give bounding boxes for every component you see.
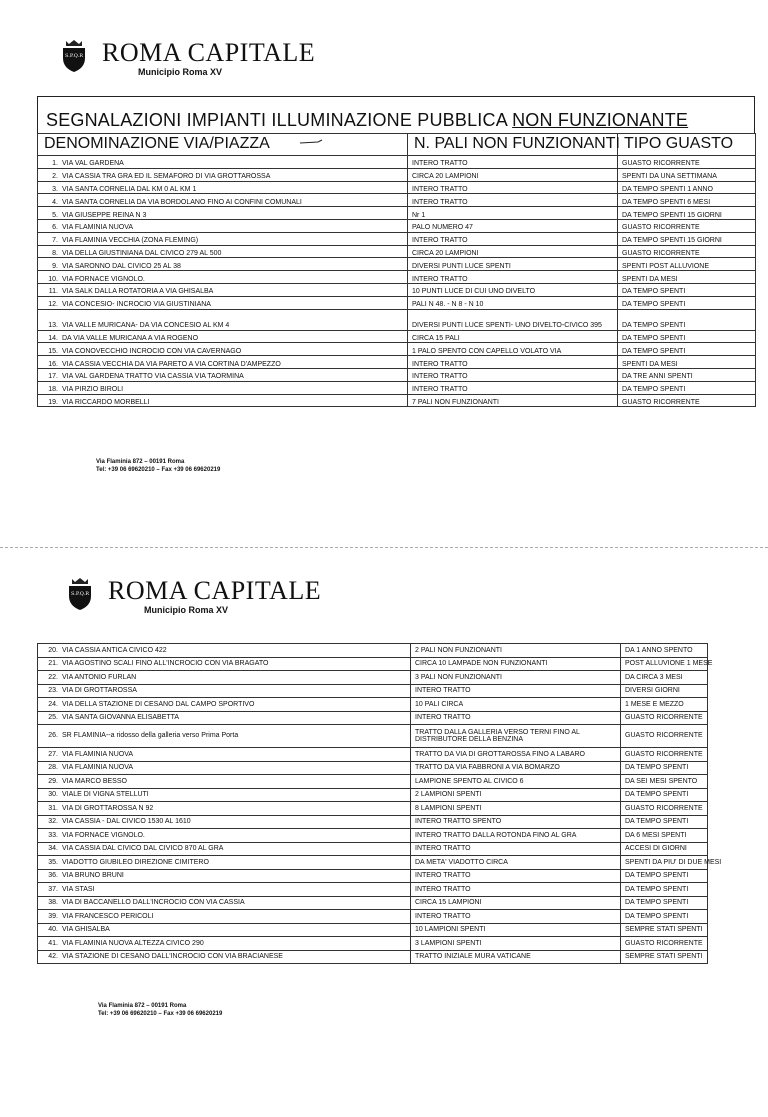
cell-n-pali: CIRCA 20 LAMPIONI <box>408 168 618 181</box>
street-name: VIA SANTA GIOVANNA ELISABETTA <box>62 714 180 722</box>
table-row <box>38 232 756 245</box>
cell-denominazione <box>38 296 408 309</box>
street-name: VIA DELLA GIUSTINIANA DAL CIVICO 279 AL 500 <box>62 250 222 258</box>
street-name: VIA GHISALBA <box>62 926 110 934</box>
cell-denominazione <box>38 937 411 951</box>
cell-n-pali: INTERO TRATTO <box>411 684 621 698</box>
cell-denominazione <box>38 775 411 789</box>
cell-n-pali: INTERO TRATTO <box>408 181 618 194</box>
cell-denominazione <box>38 950 411 964</box>
table-row <box>38 194 756 207</box>
table-row <box>38 883 708 897</box>
cell-n-pali: PALI N 48. - N 8 - N 10 <box>408 296 618 309</box>
cell-denominazione <box>38 168 408 181</box>
street-name: VIA RICCARDO MORBELLI <box>62 399 150 406</box>
cell-tipo-guasto: SPENTI POST ALLUVIONE <box>618 258 756 271</box>
table-row <box>38 181 756 194</box>
cell-denominazione <box>38 842 411 856</box>
street-name: DA VIA VALLE MURICANA A VIA ROGENO <box>62 335 199 343</box>
svg-text:S.P.Q.R: S.P.Q.R <box>65 53 83 59</box>
cell-denominazione <box>38 245 408 258</box>
table-page2 <box>37 643 722 964</box>
row-number: 19. <box>48 399 58 406</box>
cell-tipo-guasto: GUASTO RICORRENTE <box>621 748 708 762</box>
cell-n-pali: 7 PALI NON FUNZIONANTI <box>408 394 618 407</box>
col-header-denominazione: DENOMINAZIONE VIA/PIAZZA <box>38 134 408 156</box>
cell-n-pali: INTERO TRATTO <box>408 381 618 394</box>
cell-denominazione <box>38 802 411 816</box>
table-row <box>38 207 756 220</box>
row-number: 9. <box>52 262 58 270</box>
cell-n-pali: TRATTO DA VIA DI GROTTAROSSA FINO A LABARO <box>411 748 621 762</box>
cell-tipo-guasto: POST ALLUVIONE 1 MESE <box>621 657 708 671</box>
row-number: 3. <box>52 186 58 194</box>
cell-tipo-guasto: GUASTO RICORRENTE <box>621 937 708 951</box>
cell-tipo-guasto: DA TEMPO SPENTI <box>621 910 708 924</box>
cell-n-pali: INTERO TRATTO <box>411 883 621 897</box>
cell-n-pali: DIVERSI PUNTI LUCE SPENTI <box>408 258 618 271</box>
cell-tipo-guasto: DA TEMPO SPENTI <box>618 309 756 330</box>
cell-denominazione <box>38 181 408 194</box>
street-name: VIA SANTA CORNELIA DAL KM 0 AL KM 1 <box>62 186 197 194</box>
street-name: VIA DELLA STAZIONE DI CESANO DAL CAMPO SPORTIVO <box>62 700 255 708</box>
street-name: VIA FLAMINIA NUOVA <box>62 750 134 758</box>
street-name: VIA FLAMINIA VECCHIA (ZONA FLEMING) <box>62 237 199 245</box>
row-number: 10. <box>48 275 58 283</box>
row-number: 20. <box>48 646 58 654</box>
cell-tipo-guasto: DA TRE ANNI SPENTI <box>618 368 756 381</box>
cell-denominazione <box>38 309 408 330</box>
row-number: 33. <box>48 831 58 839</box>
cell-tipo-guasto: SPENTI DA MESI <box>618 356 756 369</box>
cell-tipo-guasto: DA SEI MESI SPENTO <box>621 775 708 789</box>
table-row <box>38 923 708 937</box>
svg-text:S.P.Q.R: S.P.Q.R <box>71 591 89 597</box>
street-name: VIA VAL GARDENA TRATTO VIA CASSIA VIA TAORMINA <box>62 373 244 381</box>
table-row <box>38 711 708 725</box>
table-row <box>38 815 708 829</box>
cell-n-pali: INTERO TRATTO <box>408 368 618 381</box>
cell-denominazione <box>38 394 408 407</box>
cell-denominazione <box>38 671 411 685</box>
cell-denominazione <box>38 896 411 910</box>
street-name: VIA FRANCESCO PERICOLI <box>62 912 154 920</box>
table-row <box>38 950 708 964</box>
table-row <box>38 168 756 181</box>
table-header-row <box>38 134 756 156</box>
cell-tipo-guasto: DA CIRCA 3 MESI <box>621 671 708 685</box>
table-row <box>38 368 756 381</box>
street-name: VIA VALLE MURICANA- DA VIA CONCESIO AL KM 4 <box>62 322 230 330</box>
row-number: 16. <box>48 360 58 368</box>
row-number: 17. <box>48 373 58 381</box>
row-number: 22. <box>48 673 58 681</box>
row-number: 2. <box>52 173 58 181</box>
cell-n-pali: INTERO TRATTO <box>408 156 618 169</box>
street-name: VIA MARCO BESSO <box>62 777 127 785</box>
cell-denominazione <box>38 156 408 169</box>
cell-n-pali: PALO NUMERO 47 <box>408 219 618 232</box>
cell-n-pali: CIRCA 15 PALI <box>408 330 618 343</box>
row-number: 37. <box>48 885 58 893</box>
cell-denominazione <box>38 883 411 897</box>
org-unit: Municipio Roma XV <box>138 67 223 77</box>
table-row <box>38 245 756 258</box>
cell-n-pali: TRATTO DALLA GALLERIA VERSO TERNI FINO AL DISTRIBUTORE DELLA BENZINA <box>411 725 621 748</box>
cell-n-pali: 2 LAMPIONI SPENTI <box>411 788 621 802</box>
table-row <box>38 684 708 698</box>
table-row <box>38 842 708 856</box>
row-number: 30. <box>48 791 58 799</box>
table-row <box>38 937 708 951</box>
cell-n-pali: DIVERSI PUNTI LUCE SPENTI- UNO DIVELTO-CIVICO 395 <box>408 309 618 330</box>
table-row <box>38 219 756 232</box>
cell-n-pali: INTERO TRATTO <box>411 711 621 725</box>
cell-n-pali: 10 PALI CIRCA <box>411 698 621 712</box>
cell-n-pali: 8 LAMPIONI SPENTI <box>411 802 621 816</box>
row-number: 21. <box>48 660 58 668</box>
street-name: VIA BRUNO BRUNI <box>62 872 124 880</box>
row-number: 13. <box>48 322 58 330</box>
row-number: 38. <box>48 899 58 907</box>
cell-tipo-guasto: GUASTO RICORRENTE <box>618 219 756 232</box>
cell-denominazione <box>38 829 411 843</box>
row-number: 11. <box>48 288 58 296</box>
row-number: 34. <box>48 845 58 853</box>
roma-capitale-logo <box>66 576 94 610</box>
street-name: VIA FORNACE VIGNOLO. <box>62 275 145 283</box>
cell-tipo-guasto: DA 1 ANNO SPENTO <box>621 644 708 658</box>
footer-address: Via Flaminia 872 – 00191 Roma <box>98 1003 187 1009</box>
cell-denominazione <box>38 194 408 207</box>
street-name: VIA CASSIA VECCHIA DA VIA PARETO A VIA CORTINA D'AMPEZZO <box>62 360 281 368</box>
cell-n-pali: INTERO TRATTO SPENTO <box>411 815 621 829</box>
cell-tipo-guasto: DA TEMPO SPENTI <box>621 815 708 829</box>
table-row <box>38 698 708 712</box>
cell-denominazione <box>38 725 411 748</box>
cell-tipo-guasto: DA TEMPO SPENTI <box>618 330 756 343</box>
table-row <box>38 309 756 330</box>
cell-denominazione <box>38 343 408 356</box>
cell-tipo-guasto: DA TEMPO SPENTI 15 GIORNI <box>618 232 756 245</box>
cell-tipo-guasto: SEMPRE STATI SPENTI <box>621 950 708 964</box>
row-number: 1. <box>52 160 58 168</box>
cell-tipo-guasto: GUASTO RICORRENTE <box>618 156 756 169</box>
cell-tipo-guasto: GUASTO RICORRENTE <box>618 394 756 407</box>
page2-footer <box>98 1002 222 1018</box>
row-number: 24. <box>48 700 58 708</box>
cell-denominazione <box>38 761 411 775</box>
cell-tipo-guasto: GUASTO RICORRENTE <box>621 802 708 816</box>
row-number: 36. <box>48 872 58 880</box>
table-row <box>38 802 708 816</box>
row-number: 29. <box>48 777 58 785</box>
cell-n-pali: INTERO TRATTO <box>411 910 621 924</box>
cell-tipo-guasto: DA TEMPO SPENTI 15 GIORNI <box>618 207 756 220</box>
table-row <box>38 856 708 870</box>
cell-tipo-guasto: DA TEMPO SPENTI <box>621 869 708 883</box>
cell-tipo-guasto: SPENTI DA MESI <box>618 271 756 284</box>
cell-n-pali: 3 LAMPIONI SPENTI <box>411 937 621 951</box>
cell-denominazione <box>38 698 411 712</box>
street-name: VIA CONOVECCHIO INCROCIO CON VIA CAVERNAGO <box>62 347 242 355</box>
cell-tipo-guasto: SEMPRE STATI SPENTI <box>621 923 708 937</box>
street-name: VIA CASSIA TRA GRA ED IL SEMAFORO DI VIA GROTTAROSSA <box>62 173 271 181</box>
street-name: VIA DI GROTTAROSSA N 92 <box>62 804 154 812</box>
row-number: 5. <box>52 211 58 219</box>
cell-tipo-guasto: GUASTO RICORRENTE <box>618 245 756 258</box>
cell-denominazione <box>38 356 408 369</box>
cell-tipo-guasto: ACCESI DI GIORNI <box>621 842 708 856</box>
row-number: 25. <box>48 714 58 722</box>
street-name: VIA CONCESIO- INCROCIO VIA GIUSTINIANA <box>62 301 211 309</box>
table-row <box>38 381 756 394</box>
cell-tipo-guasto: SPENTI DA UNA SETTIMANA <box>618 168 756 181</box>
cell-denominazione <box>38 207 408 220</box>
document-title <box>46 110 746 131</box>
table-row <box>38 671 708 685</box>
row-number: 7. <box>52 237 58 245</box>
row-number: 41. <box>48 939 58 947</box>
street-name: VIA CASSIA - DAL CIVICO 1530 AL 1610 <box>62 818 191 826</box>
street-name: VIA GIUSEPPE REINA N 3 <box>62 211 147 219</box>
street-name: VIA STAZIONE DI CESANO DALL'INCROCIO CON VIA BRACIANESE <box>62 953 283 961</box>
street-name: VIA SALK DALLA ROTATORIA A VIA GHISALBA <box>62 288 214 296</box>
org-name: ROMA CAPITALE <box>102 38 316 67</box>
cell-tipo-guasto: GUASTO RICORRENTE <box>621 711 708 725</box>
table-row <box>38 644 708 658</box>
row-number: 15. <box>48 347 58 355</box>
table-row <box>38 869 708 883</box>
cell-n-pali: INTERO TRATTO <box>408 271 618 284</box>
street-name: VIA SANTA CORNELIA DA VIA BORDOLANO FINO AI CONFINI COMUNALI <box>62 198 302 206</box>
cell-tipo-guasto: 1 MESE E MEZZO <box>621 698 708 712</box>
cell-denominazione <box>38 381 408 394</box>
cell-tipo-guasto: DA TEMPO SPENTI 6 MESI <box>618 194 756 207</box>
street-name: VIA SARONNO DAL CIVICO 25 AL 38 <box>62 262 181 270</box>
table-row <box>38 271 756 284</box>
cell-tipo-guasto: DA TEMPO SPENTI <box>618 381 756 394</box>
cell-n-pali: 1 PALO SPENTO CON CAPELLO VOLATO VIA <box>408 343 618 356</box>
cell-n-pali: 2 PALI NON FUNZIONANTI <box>411 644 621 658</box>
cell-n-pali: INTERO TRATTO <box>408 232 618 245</box>
table-row <box>38 356 756 369</box>
row-number: 31. <box>48 804 58 812</box>
street-name: VIADOTTO GIUBILEO DIREZIONE CIMITERO <box>62 858 209 866</box>
cell-n-pali: CIRCA 20 LAMPIONI <box>408 245 618 258</box>
row-number: 40. <box>48 926 58 934</box>
cell-n-pali: 3 PALI NON FUNZIONANTI <box>411 671 621 685</box>
street-name: VIA FORNACE VIGNOLO. <box>62 831 145 839</box>
street-name: SR FLAMINIA--a ridosso della galleria verso Prima Porta <box>62 732 239 740</box>
cell-denominazione <box>38 856 411 870</box>
cell-denominazione <box>38 923 411 937</box>
street-name: VIA CASSIA DAL CIVICO DAL CIVICO 870 AL GRA <box>62 845 224 853</box>
roma-capitale-logo <box>60 38 88 72</box>
col-header-tipo-guasto: TIPO GUASTO <box>618 134 756 156</box>
footer-contacts: Tel: +39 06 69620210 – Fax +39 06 69620219 <box>98 1011 223 1017</box>
cell-tipo-guasto: SPENTI DA PIU' DI DUE MESI <box>621 856 708 870</box>
cell-tipo-guasto: DA TEMPO SPENTI <box>618 296 756 309</box>
cell-n-pali: INTERO TRATTO <box>411 842 621 856</box>
cell-tipo-guasto: DA 6 MESI SPENTI <box>621 829 708 843</box>
table-row <box>38 258 756 271</box>
cell-denominazione <box>38 644 411 658</box>
street-name: VIA FLAMINIA NUOVA ALTEZZA CIVICO 290 <box>62 939 204 947</box>
org-unit: Municipio Roma XV <box>144 605 229 615</box>
cell-tipo-guasto: DIVERSI GIORNI <box>621 684 708 698</box>
cell-denominazione <box>38 283 408 296</box>
cell-tipo-guasto: GUASTO RICORRENTE <box>621 725 708 748</box>
cell-n-pali: TRATTO INIZIALE MURA VATICANE <box>411 950 621 964</box>
cell-denominazione <box>38 815 411 829</box>
cell-n-pali: INTERO TRATTO <box>411 869 621 883</box>
row-number: 18. <box>48 386 58 394</box>
row-number: 26. <box>48 732 58 740</box>
cell-denominazione <box>38 258 408 271</box>
cell-n-pali: DA META' VIADOTTO CIRCA <box>411 856 621 870</box>
street-name: VIA STASI <box>62 885 95 893</box>
table-row <box>38 748 708 762</box>
row-number: 6. <box>52 224 58 232</box>
footer-contacts: Tel: +39 06 69620210 – Fax +39 06 69620219 <box>96 467 221 473</box>
street-name: VIA AGOSTINO SCALI FINO ALL'INCROCIO CON VIA BRAGATO <box>62 660 269 668</box>
title-emphasis: NON FUNZIONANTE <box>512 110 689 130</box>
row-number: 14. <box>48 335 58 343</box>
table-row <box>38 896 708 910</box>
cell-n-pali: CIRCA 10 LAMPADE NON FUNZIONANTI <box>411 657 621 671</box>
cell-tipo-guasto: DA TEMPO SPENTI <box>621 761 708 775</box>
street-name: VIA VAL GARDENA <box>62 160 124 168</box>
table-row <box>38 725 708 748</box>
table-row <box>38 761 708 775</box>
street-name: VIA PIRZIO BIROLI <box>62 386 124 394</box>
cell-tipo-guasto: DA TEMPO SPENTI <box>621 788 708 802</box>
table-row <box>38 296 756 309</box>
table-row <box>38 156 756 169</box>
table-page1 <box>37 133 756 407</box>
street-name: VIA CASSIA ANTICA CIVICO 422 <box>62 646 167 654</box>
table-row <box>38 330 756 343</box>
cell-denominazione <box>38 684 411 698</box>
cell-n-pali: INTERO TRATTO <box>408 356 618 369</box>
title-prefix: SEGNALAZIONI IMPIANTI ILLUMINAZIONE PUBBLICA <box>46 110 513 130</box>
org-name: ROMA CAPITALE <box>108 576 322 605</box>
row-number: 35. <box>48 858 58 866</box>
street-name: VIA DI BACCANELLO DALL'INCROCIO CON VIA CASSIA <box>62 899 245 907</box>
cell-n-pali: Nr 1 <box>408 207 618 220</box>
cell-n-pali: LAMPIONE SPENTO AL CIVICO 6 <box>411 775 621 789</box>
cell-denominazione <box>38 271 408 284</box>
cell-denominazione <box>38 748 411 762</box>
cell-n-pali: 10 PUNTI LUCE DI CUI UNO DIVELTO <box>408 283 618 296</box>
cell-tipo-guasto: DA TEMPO SPENTI <box>621 883 708 897</box>
street-name: VIA DI GROTTAROSSA <box>62 687 137 695</box>
row-number: 23. <box>48 687 58 695</box>
cell-denominazione <box>38 219 408 232</box>
cell-n-pali: INTERO TRATTO <box>408 194 618 207</box>
cell-n-pali: INTERO TRATTO DALLA ROTONDA FINO AL GRA <box>411 829 621 843</box>
cell-tipo-guasto: DA TEMPO SPENTI <box>618 283 756 296</box>
row-number: 27. <box>48 750 58 758</box>
table-row <box>38 910 708 924</box>
row-number: 32. <box>48 818 58 826</box>
street-name: VIA FLAMINIA NUOVA <box>62 224 134 232</box>
row-number: 8. <box>52 250 58 258</box>
table-row <box>38 788 708 802</box>
table-row <box>38 343 756 356</box>
row-number: 39. <box>48 912 58 920</box>
footer-address: Via Flaminia 872 – 00191 Roma <box>96 459 185 465</box>
cell-tipo-guasto: DA TEMPO SPENTI <box>618 343 756 356</box>
cell-n-pali: CIRCA 15 LAMPIONI <box>411 896 621 910</box>
street-name: VIA ANTONIO FURLAN <box>62 673 137 681</box>
row-number: 12. <box>48 301 58 309</box>
row-number: 4. <box>52 198 58 206</box>
street-name: VIA FLAMINIA NUOVA <box>62 764 134 772</box>
cell-n-pali: 10 LAMPIONI SPENTI <box>411 923 621 937</box>
cell-denominazione <box>38 657 411 671</box>
col-header-n-pali: N. PALI NON FUNZIONANTI <box>408 134 618 156</box>
cell-denominazione <box>38 869 411 883</box>
table-row <box>38 657 708 671</box>
cell-tipo-guasto: DA TEMPO SPENTI 1 ANNO <box>618 181 756 194</box>
cell-denominazione <box>38 711 411 725</box>
table-row <box>38 775 708 789</box>
page-divider <box>0 547 768 548</box>
cell-denominazione <box>38 232 408 245</box>
cell-denominazione <box>38 330 408 343</box>
row-number: 42. <box>48 953 58 961</box>
street-name: VIALE DI VIGNA STELLUTI <box>62 791 149 799</box>
cell-tipo-guasto: DA TEMPO SPENTI <box>621 896 708 910</box>
cell-denominazione <box>38 910 411 924</box>
table-row <box>38 829 708 843</box>
table-row <box>38 283 756 296</box>
row-number: 28. <box>48 764 58 772</box>
cell-denominazione <box>38 368 408 381</box>
page1-footer <box>96 458 220 474</box>
table-row <box>38 394 756 407</box>
cell-denominazione <box>38 788 411 802</box>
cell-n-pali: TRATTO DA VIA FABBRONI A VIA BOMARZO <box>411 761 621 775</box>
